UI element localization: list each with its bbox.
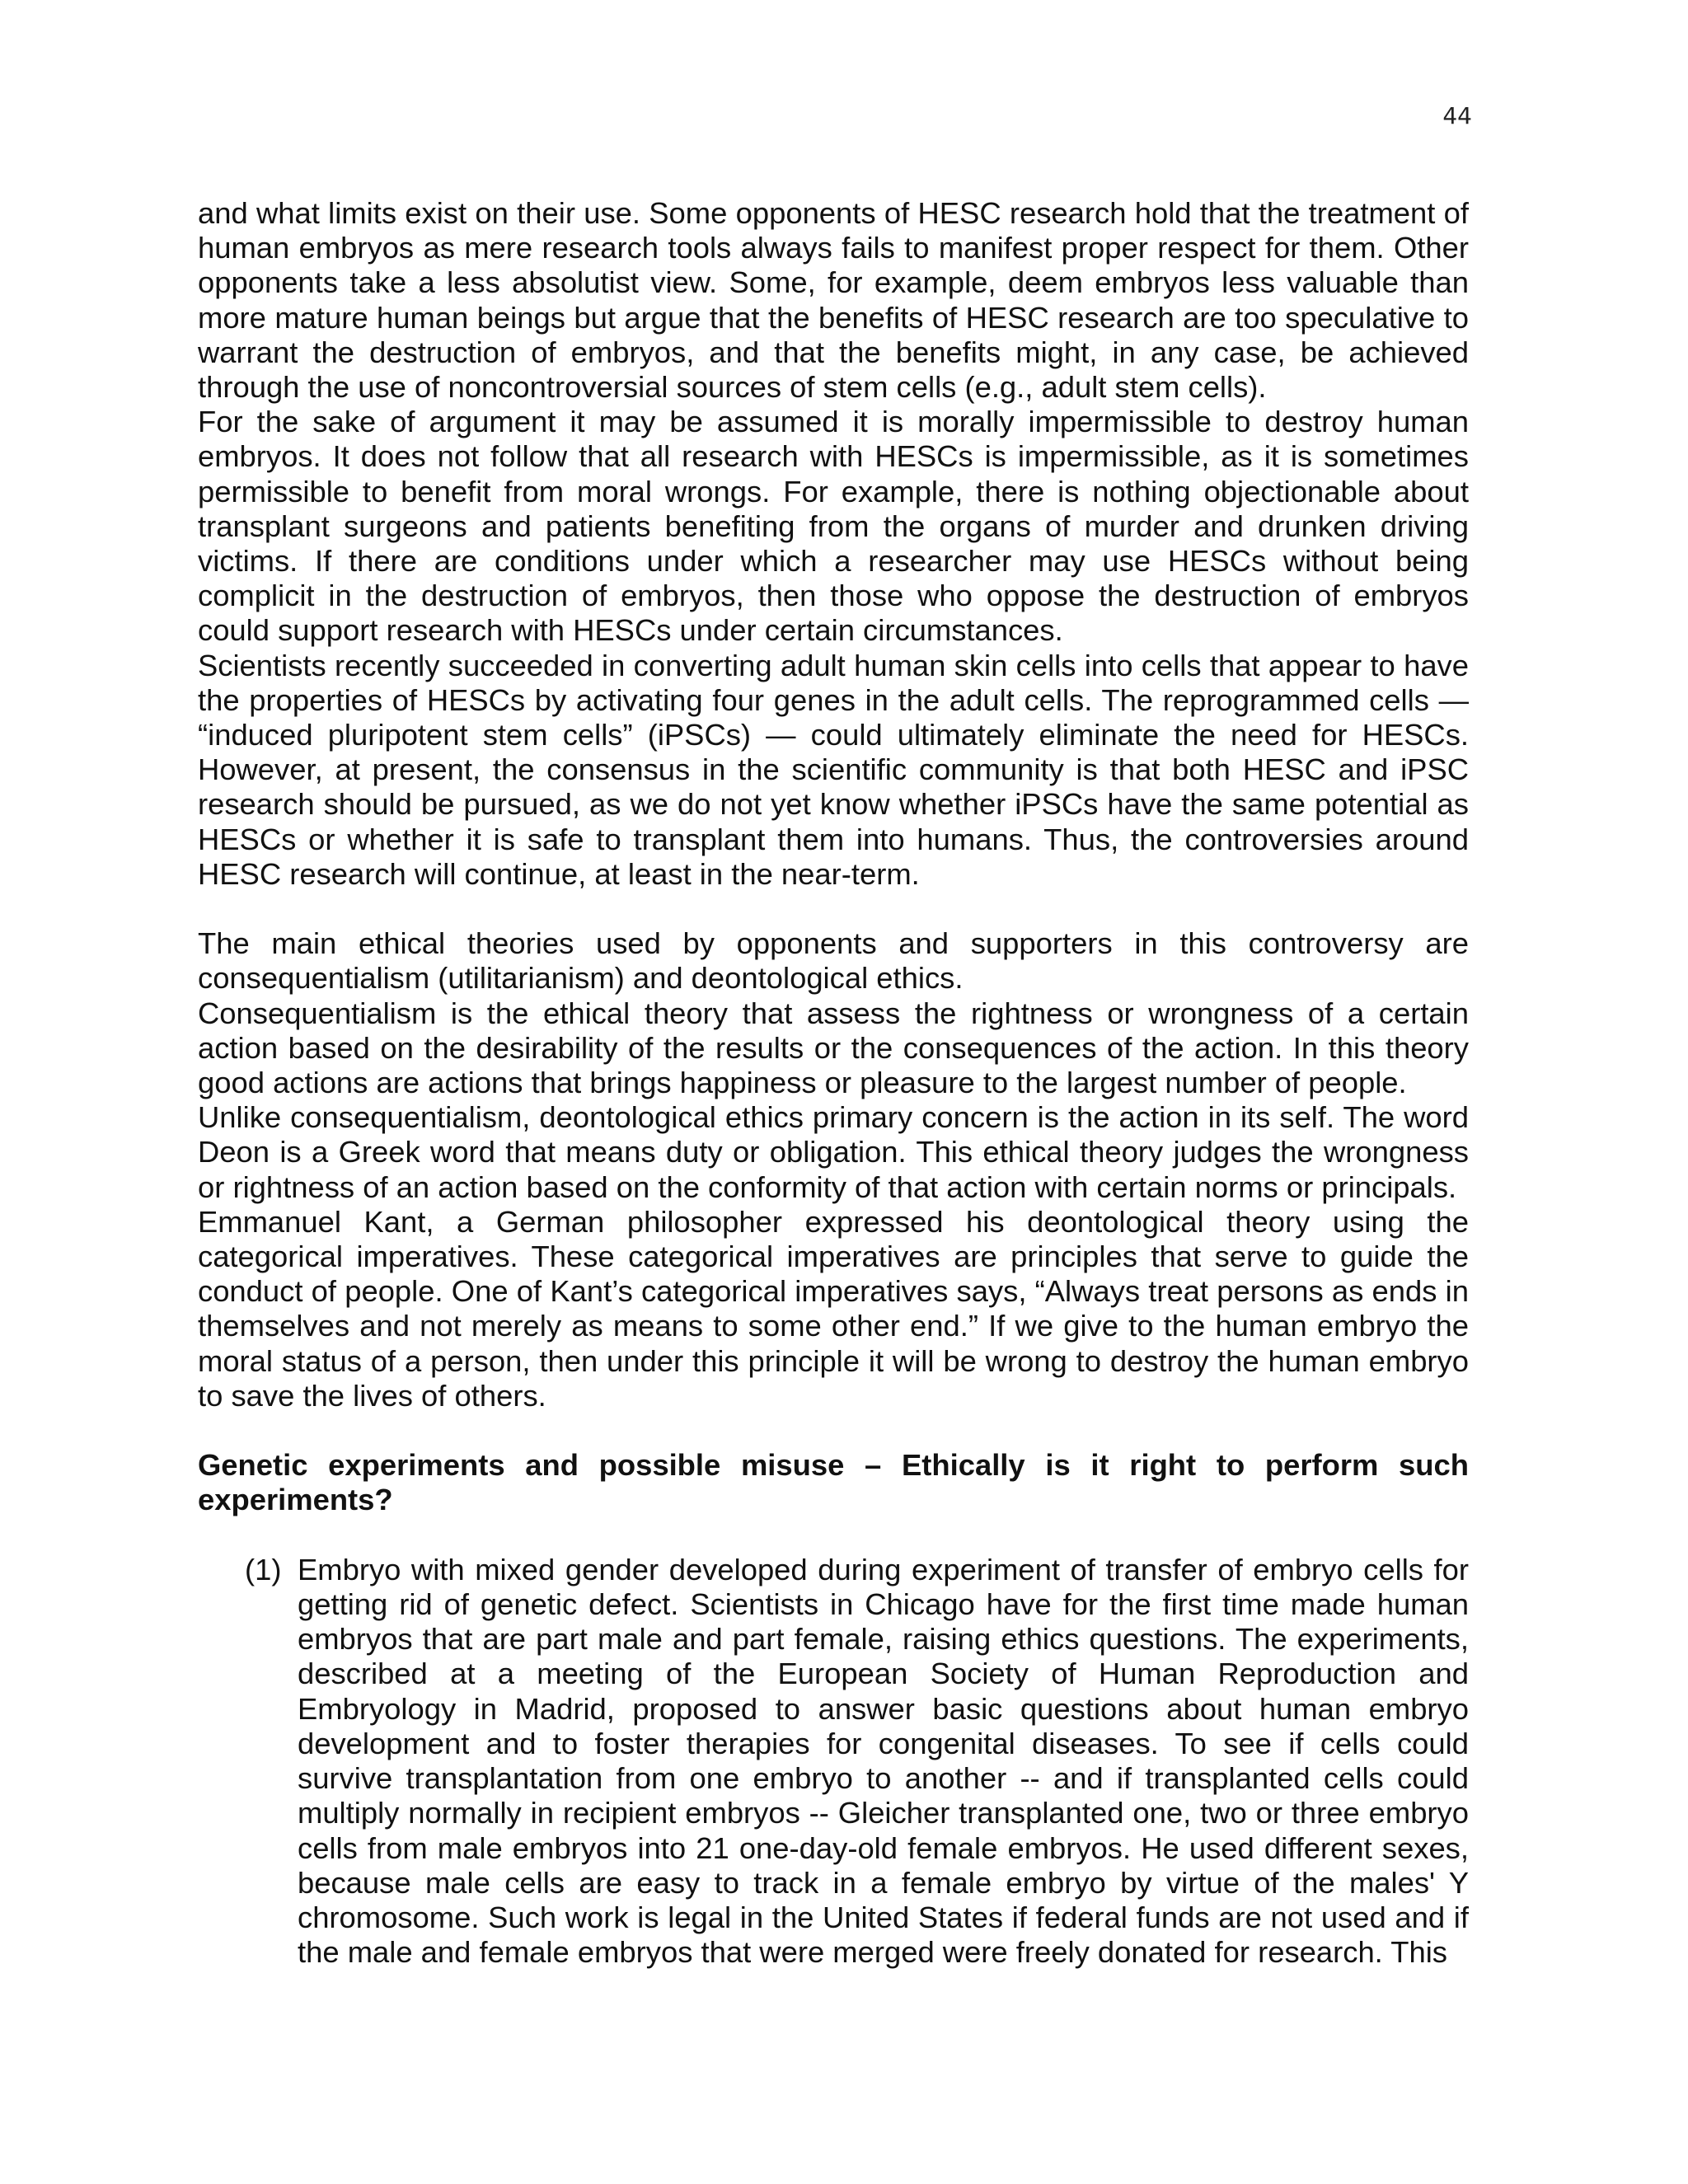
paragraph-consequentialism: Consequentialism is the ethical theory that assess the rightness or wrongness of a certain action based on the desirability of the results or the consequences of the action. In this theory good actions are actions that brings happiness or pleasure to the largest number of people.	[198, 996, 1469, 1100]
list-item-number: (1)	[245, 1552, 282, 1586]
list-item	[198, 1553, 1469, 1970]
paragraph-hesc-opponents: and what limits exist on their use. Some opponents of HESC research hold that the treatment of human embryos as mere research tools always fails to manifest proper respect for them. Other opponents take a less absolutist view. Some, for example, deem embryos less valuable than more mature human beings but argue that the benefits of HESC research are too speculative to warrant the destruction of embryos, and that the benefits might, in any case, be achieved through the use of noncontroversial sources of stem cells (e.g., adult stem cells).	[198, 196, 1469, 405]
paragraph-ipsc-research: Scientists recently succeeded in converting adult human skin cells into cells that appear to have the properties of HESCs by activating four genes in the adult cells. The reprogrammed cells — “induced pluripotent stem cells” (iPSCs) — could ultimately eliminate the need for HESCs. However, at present, the consensus in the scientific community is that both HESC and iPSC research should be pursued, as we do not yet know whether iPSCs have the same potential as HESCs or whether it is safe to transplant them into humans. Thus, the controversies around HESC research will continue, at least in the near-term.	[198, 648, 1469, 891]
document-body	[198, 196, 1469, 1970]
paragraph-ethical-theories: The main ethical theories used by opponents and supporters in this controversy are consequentialism (utilitarianism) and deontological ethics.	[198, 926, 1469, 996]
paragraph-moral-impermissibility: For the sake of argument it may be assumed it is morally impermissible to destroy human embryos. It does not follow that all research with HESCs is impermissible, as it is sometimes permissible to benefit from moral wrongs. For example, there is nothing objectionable about transplant surgeons and patients benefiting from the organs of murder and drunken driving victims. If there are conditions under which a researcher may use HESCs without being complicit in the destruction of embryos, then those who oppose the destruction of embryos could support research with HESCs under certain circumstances.	[198, 405, 1469, 648]
paragraph-kant-imperatives: Emmanuel Kant, a German philosopher expressed his deontological theory using the categorical imperatives. These categorical imperatives are principles that serve to guide the conduct of people. One of Kant’s categorical imperatives says, “Always treat persons as ends in themselves and not merely as means to some other end.” If we give to the human embryo the moral status of a person, then under this principle it will be wrong to destroy the human embryo to save the lives of others.	[198, 1204, 1469, 1413]
list-item-text: Embryo with mixed gender developed during experiment of transfer of embryo cells for getting rid of genetic defect. Scientists in Chicago have for the first time made human embryos that are part male and part female, raising ethics questions. The experiments, described at a meeting of the European Society of Human Reproduction and Embryology in Madrid, proposed to answer basic questions about human embryo development and to foster therapies for congenital diseases. To see if cells could survive transplantation from one embryo to another -- and if transplanted cells could multiply normally in recipient embryos -- Gleicher transplanted one, two or three embryo cells from male embryos into 21 one-day-old female embryos. He used different sexes, because male cells are easy to track in a female embryo by virtue of the males' Y chromosome. Such work is legal in the United States if federal funds are not used and if the male and female embryos that were merged were freely donated for research. This	[298, 1552, 1469, 1970]
paragraph-deontological-ethics: Unlike consequentialism, deontological ethics primary concern is the action in its self. The word Deon is a Greek word that means duty or obligation. This ethical theory judges the wrongness or rightness of an action based on the conformity of that action with certain norms or principals.	[198, 1100, 1469, 1204]
section-heading: Genetic experiments and possible misuse – Ethically is it right to perform such experiments?	[198, 1448, 1469, 1517]
page-number: 44	[1442, 102, 1472, 129]
